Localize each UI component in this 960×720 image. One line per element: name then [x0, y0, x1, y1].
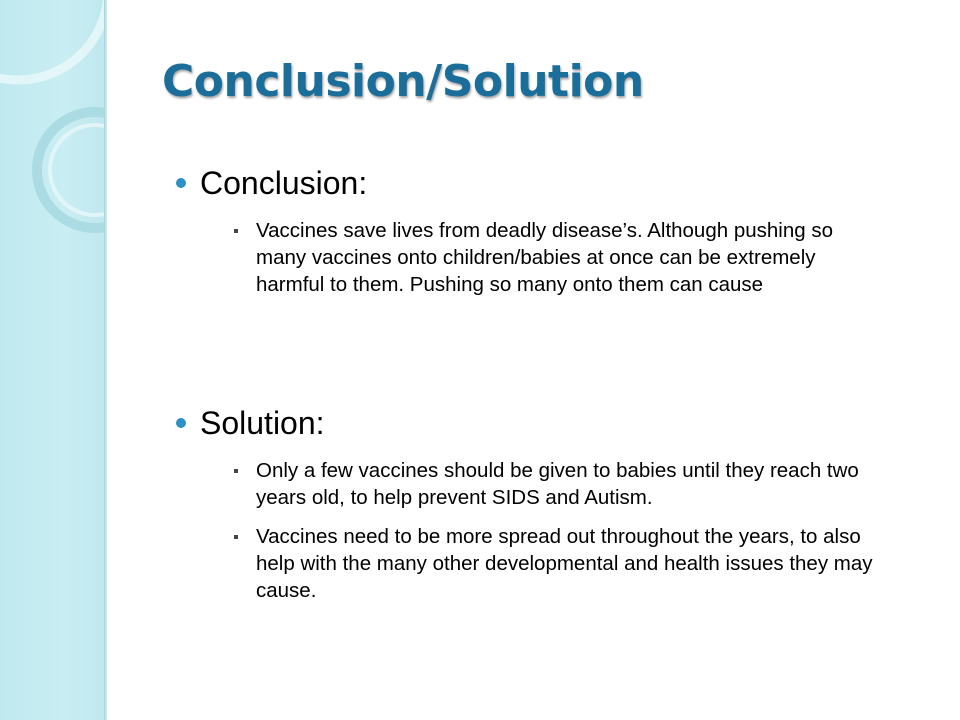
solution-section [176, 404, 886, 604]
decorative-circles-icon [0, 0, 106, 720]
band-divider [104, 0, 107, 720]
decorative-left-band [0, 0, 106, 720]
conclusion-heading-item [176, 164, 886, 202]
solution-bullet-1 [234, 457, 886, 511]
solution-bullet-2-text: Vaccines need to be more spread out throughout the years, to also help with the many other developmental and health issues they may cause. [256, 525, 873, 602]
sub-bullet-icon [234, 469, 238, 473]
bullet-dot-icon [176, 418, 186, 428]
solution-heading: Solution: [200, 405, 325, 441]
conclusion-bullet [234, 217, 886, 298]
solution-bullet-2 [234, 523, 886, 604]
slide-title: Conclusion/Solution [162, 56, 644, 107]
conclusion-section [176, 164, 886, 298]
conclusion-heading: Conclusion: [200, 165, 368, 201]
solution-heading-item [176, 404, 886, 442]
sub-bullet-icon [234, 229, 238, 233]
sub-bullet-icon [234, 535, 238, 539]
bullet-dot-icon [176, 178, 186, 188]
solution-bullet-1-text: Only a few vaccines should be given to babies until they reach two years old, to help prevent SIDS and Autism. [256, 459, 859, 509]
conclusion-bullet-text: Vaccines save lives from deadly disease’s. Although pushing so many vaccines onto children/babies at once can be extremely harmful to them. Pushing so many onto them can cause [256, 219, 833, 296]
